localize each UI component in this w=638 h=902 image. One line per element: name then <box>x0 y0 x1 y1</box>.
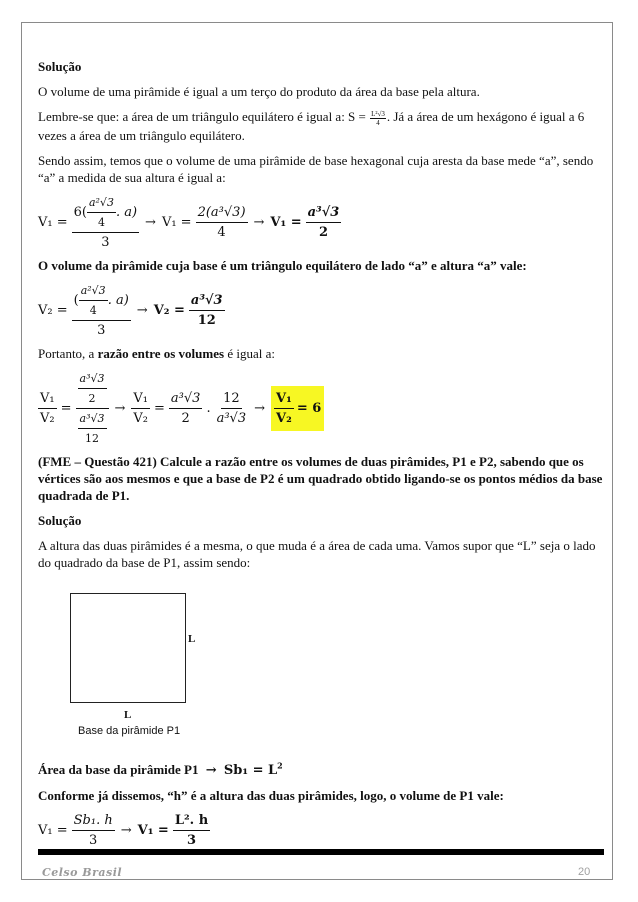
paragraph-volume-definition: O volume de uma pirâmide é igual a um terço do produto da área da base pela altura. <box>38 84 480 99</box>
heading-solucao-1: Solução <box>38 59 82 74</box>
base-area-exponent: 2 <box>277 760 283 771</box>
eq1-v1-bold: V₁ = <box>270 214 302 230</box>
eq2-fraction-2 <box>189 292 225 329</box>
eq1-f3-num: a³√3 <box>306 204 342 223</box>
eq3-r2-num: 12 <box>221 390 242 409</box>
eq2-inner-fraction <box>79 282 108 319</box>
eq3-result-fraction <box>274 390 294 427</box>
eq1-f1-suffix: . a) <box>115 204 138 220</box>
eq4-f2-num: L². h <box>173 812 210 831</box>
eq3-r1-num: a³√3 <box>169 390 203 409</box>
side-label-right: L <box>188 632 196 645</box>
eq4-lhs: V₁ = <box>38 822 68 838</box>
eq3-bot-den: 12 <box>85 431 99 445</box>
ratio-text-bold: razão entre os volumes <box>97 345 225 361</box>
eq2-f2-num: a³√3 <box>189 292 225 311</box>
eq1-inner-den: 4 <box>97 215 105 229</box>
paragraph-ratio-intro <box>38 345 604 362</box>
ratio-text-post: é igual a: <box>224 345 275 361</box>
triangle-area-fraction <box>370 110 386 127</box>
arrow-icon: → <box>120 822 132 838</box>
eq3-r2-den: a³√3 <box>216 410 247 426</box>
paragraph-question-421: (FME – Questão 421) Calcule a razão entre os volumes de duas pirâmides, P1 e P2, sabendo que os vértices são aos mesmos e que a base de P2 é um quadrado obtido ligando-se os pontos médios da base quadrada de P1. <box>38 453 603 503</box>
arrow-icon: → <box>253 214 265 230</box>
eq3-top-den: 2 <box>88 391 96 405</box>
paragraph-hexagonal-intro: Sendo assim, temos que o volume de uma pirâmide de base hexagonal cuja aresta da base mede “a”, sendo “a” a medida de sua altura é igual a: <box>38 152 594 185</box>
arrow-icon: → <box>145 214 156 230</box>
triangle-area-text-pre: Lembre-se que: a área de um triângulo equilátero é igual a: S = <box>38 109 370 124</box>
equation-v1-p1 <box>38 812 604 849</box>
arrow-icon: → <box>136 302 148 318</box>
fraction-numerator: L²√3 <box>371 109 385 118</box>
eq4-f1-den: 3 <box>89 832 98 848</box>
eq3-bottom-fraction <box>78 410 107 447</box>
eq3-compound-fraction <box>76 370 109 447</box>
eq3-m-num: V₁ <box>131 390 150 409</box>
eq2-f1-den: 3 <box>97 322 106 338</box>
eq3-h-num: V₁ <box>274 390 294 409</box>
triangle-area-text-post: . Já a área de um hexágono é igual a 6 vezes a área de um triângulo equilátero. <box>38 109 585 143</box>
eq3-bot-num: a³√3 <box>78 410 107 429</box>
square-shape <box>70 593 186 703</box>
arrow-icon: → <box>114 400 126 416</box>
eq3-l-den: V₂ <box>40 410 55 426</box>
eq4-f1-num: Sb₁. h <box>72 812 115 831</box>
base-area-math: Sb₁ = L <box>223 762 278 778</box>
eq3-h-result: = 6 <box>296 400 322 416</box>
eq3-top-num: a³√3 <box>78 370 107 389</box>
paragraph-triangular-volume: O volume da pirâmide cuja base é um triângulo equilátero de lado “a” e altura “a” vale: <box>38 257 527 273</box>
eq3-h-den: V₂ <box>276 410 292 426</box>
base-area-text: Área da base da pirâmide P1 <box>38 761 199 777</box>
eq1-fraction-3 <box>306 204 342 241</box>
eq1-lhs: V₁ = <box>38 214 68 230</box>
heading-solucao-2: Solução <box>38 512 82 528</box>
highlighted-result <box>271 386 324 431</box>
arrow-icon: → <box>254 400 266 416</box>
eq1-f2-den: 4 <box>217 224 226 240</box>
paragraph-volume-p1: Conforme já dissemos, “h” é a altura das duas pirâmides, logo, o volume de P1 vale: <box>38 787 504 803</box>
eq3-equals-2: = <box>154 400 165 416</box>
eq4-f2-den: 3 <box>186 832 196 848</box>
eq2-inner-num: a²√3 <box>79 282 108 301</box>
eq2-lhs: V₂ = <box>38 302 68 318</box>
ratio-text-pre: Portanto, a <box>38 345 98 361</box>
eq4-fraction-1 <box>72 812 115 849</box>
eq1-fraction-2 <box>196 204 248 241</box>
eq2-f2-den: 12 <box>197 312 216 328</box>
fraction-denominator: 4 <box>376 118 380 127</box>
eq4-fraction-2 <box>173 812 210 849</box>
eq3-r2-fraction <box>215 390 249 427</box>
eq1-f1-prefix: 6( <box>73 204 87 220</box>
figure-base-square <box>38 593 604 743</box>
side-label-bottom: L <box>124 708 132 721</box>
eq1-fraction-1 <box>72 194 139 251</box>
eq3-dot: . <box>206 400 211 416</box>
equation-v1-hexagonal <box>38 194 604 251</box>
document-content <box>38 58 604 855</box>
eq1-f3-den: 2 <box>318 224 328 240</box>
eq3-mid-fraction <box>131 390 150 427</box>
eq4-v1-bold: V₁ = <box>137 822 169 838</box>
equation-v2-triangular <box>38 282 604 339</box>
footer-bar <box>38 849 604 855</box>
arrow-icon: → <box>205 762 217 778</box>
eq2-fraction-1 <box>72 282 131 339</box>
eq1-f1-den: 3 <box>101 234 110 250</box>
eq3-r1-fraction <box>169 390 203 427</box>
eq3-l-num: V₁ <box>38 390 57 409</box>
eq2-f1-suffix: . a) <box>107 292 129 308</box>
paragraph-triangle-area <box>38 108 604 144</box>
eq3-equals: = <box>60 400 72 416</box>
eq1-v1: V₁ = <box>161 214 192 230</box>
eq2-v2-bold: V₂ = <box>153 302 185 318</box>
eq3-lhs-fraction <box>38 390 57 427</box>
footer-author: Celso Brasil <box>42 866 123 879</box>
equation-ratio <box>38 370 604 447</box>
eq3-m-den: V₂ <box>133 410 149 426</box>
eq3-top-fraction <box>78 370 107 407</box>
eq1-inner-fraction <box>87 194 116 231</box>
figure-caption: Base da pirâmide P1 <box>78 724 181 737</box>
eq2-inner-den: 4 <box>89 303 97 317</box>
eq1-inner-num: a²√3 <box>87 194 116 213</box>
paragraph-height-same: A altura das duas pirâmides é a mesma, o que muda é a área de cada uma. Vamos supor que “L” seja o lado do quadrado da base de P1, assim sendo: <box>38 537 596 570</box>
paragraph-base-area <box>38 761 604 779</box>
eq2-f1-prefix: ( <box>73 292 79 308</box>
eq3-r1-den: 2 <box>181 410 190 426</box>
eq1-f2-num: 2(a³√3) <box>196 204 248 223</box>
page-number: 20 <box>578 866 591 878</box>
